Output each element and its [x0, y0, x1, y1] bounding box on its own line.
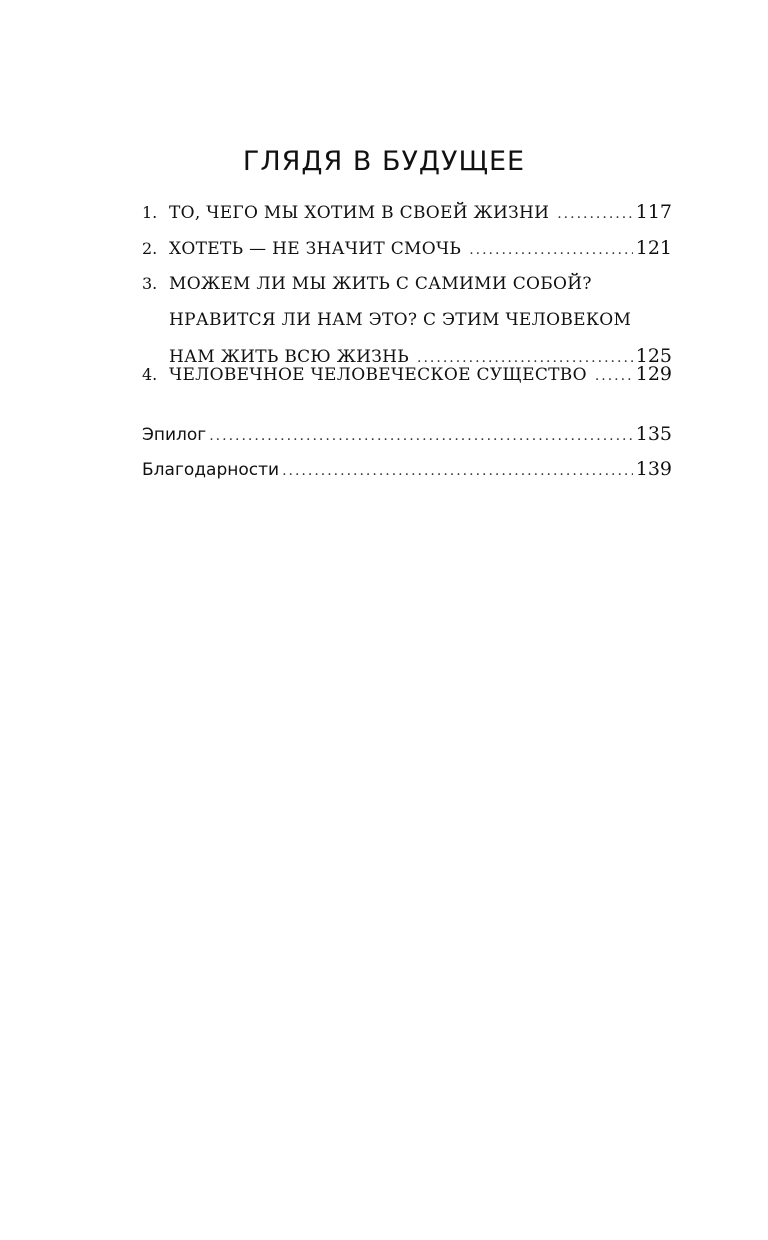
chapter-title: ТО, ЧЕГО МЫ ХОТИМ В СВОЕЙ ЖИЗНИ: [169, 203, 550, 223]
chapter-number: 3.: [142, 274, 158, 293]
back-matter-title: Благодарности: [142, 460, 280, 480]
chapter-number: 4.: [142, 365, 158, 384]
dot-leader: [282, 453, 633, 489]
dot-leader: [209, 418, 633, 454]
back-matter-title: Эпилог: [142, 425, 207, 445]
dot-leader: [595, 358, 633, 394]
toc-entry-acknowledgements[interactable]: [142, 451, 672, 487]
page-number: 139: [635, 458, 672, 480]
toc-entry-chapter-1[interactable]: [142, 194, 672, 230]
dot-leader: [557, 196, 633, 232]
page-number: 125: [635, 345, 672, 367]
toc-entry-epilogue[interactable]: [142, 416, 672, 452]
chapter-number: 1.: [142, 203, 158, 222]
chapter-title: ХОТЕТЬ — НЕ ЗНАЧИТ СМОЧЬ: [169, 239, 462, 259]
chapter-title-line-2: НРАВИТСЯ ЛИ НАМ ЭТО? С ЭТИМ ЧЕЛОВЕКОМ: [169, 310, 632, 330]
page-number: 117: [635, 201, 672, 223]
toc-entry-chapter-4[interactable]: [142, 356, 672, 392]
dot-leader: [469, 232, 633, 268]
chapter-title-line-1: МОЖЕМ ЛИ МЫ ЖИТЬ С САМИМИ СОБОЙ?: [169, 274, 592, 294]
chapter-title-line-3: НАМ ЖИТЬ ВСЮ ЖИЗНЬ: [169, 347, 410, 367]
chapter-number: 2.: [142, 239, 158, 258]
section-title: ГЛЯДЯ В БУДУЩЕЕ: [242, 146, 526, 177]
toc-entry-chapter-2[interactable]: [142, 230, 672, 266]
chapter-title: ЧЕЛОВЕЧНОЕ ЧЕЛОВЕЧЕСКОЕ СУЩЕСТВО: [169, 365, 587, 385]
page-number: 129: [635, 363, 672, 385]
page-number: 121: [635, 237, 672, 259]
page-number: 135: [635, 423, 672, 445]
